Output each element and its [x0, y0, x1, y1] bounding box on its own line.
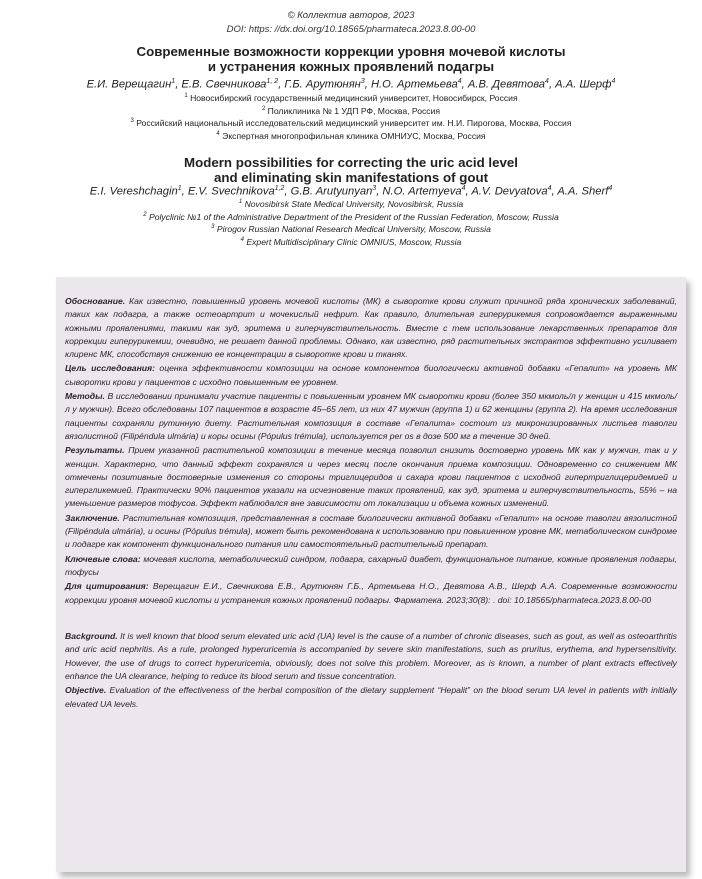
- affiliation-text: Поликлиника № 1 УДП РФ, Москва, Россия: [265, 105, 441, 116]
- abstract-section-label: Заключение.: [65, 512, 120, 523]
- abstract-separator: [65, 608, 677, 630]
- abstract-section-text: Растительная композиция, представленная в составе биологически активной добавки «Гепалит» на основе таволги вязолистной (Filipéndula ulmária), и осины (Pópulus trémula), может быть рекомендована к использованию при повышенном уровне МК, метаболическом синдроме и подагре как компонент функционального питания или самостоятельный растительный препарат.: [65, 512, 677, 550]
- author-name: Н.О. Артемьева: [370, 78, 458, 91]
- abstract-paragraph: [65, 390, 677, 443]
- author-affiliation-marker: 4: [457, 78, 462, 85]
- affiliation-marker: 4: [240, 236, 245, 243]
- abstract-en: [65, 630, 677, 711]
- affiliation-text: Российский национальный исследовательский медицинский университет им. Н.И. Пирогова, Москва, Россия: [133, 118, 572, 128]
- affiliation-marker: 1: [184, 93, 188, 100]
- author-name: E.I. Vereshchagin: [89, 185, 178, 198]
- abstract-ru: [65, 295, 677, 607]
- abstract-paragraph: [65, 684, 677, 711]
- abstract-paragraph: [65, 362, 677, 389]
- author-affiliation-marker: 1, 2: [266, 78, 279, 85]
- author-affiliation-marker: 1,2: [274, 185, 285, 192]
- author-name: G.B. Arutyunyan: [290, 185, 373, 198]
- author-name: Г.Б. Арутюнян: [284, 78, 361, 91]
- author-name: A.A. Sherf: [557, 185, 609, 198]
- abstract-section-text: оценка эффективности композиции на основе компонентов биологически активной добавки «Гепалит» на уровень МК сыворотки крови у пациентов с исходно повышенным ее уровнем.: [65, 363, 677, 387]
- affiliation-line: [20, 199, 682, 209]
- affiliation-marker: 4: [216, 130, 220, 137]
- abstract-paragraph: [65, 444, 677, 510]
- author-name: Е.В. Свечникова: [181, 78, 267, 91]
- author-name: N.O. Artemyeva: [382, 185, 462, 198]
- abstract-paragraph: [65, 580, 677, 607]
- affiliation-line: [20, 106, 682, 116]
- affiliation-marker: 2: [143, 211, 147, 218]
- doi-line: DOI: https: //dx.doi.org/10.18565/pharmateca.2023.8.00-00: [226, 24, 476, 35]
- affiliation-text: Novosibirsk State Medical University, Novosibirsk, Russia: [242, 199, 464, 209]
- abstract-section-text: Как известно, повышенный уровень мочевой кислоты (МК) в сыворотке крови служит причиной ряда хронических заболеваний, таких как подагра, а также остеоартрит и мочекислый нефрит. Как правило, длительная гиперурикемия сопровождается выраженными кожными проявлениями, такими как зуд, эритема и гиперчувствительность. Вместе с тем использование лекарственных препаратов для коррекции гиперурикемии, очевидно, не решает данной проблемы. Однако, как известно, ряд растительных экстрактов эффективно усиливает клиренс МК, способствуя снижению ее концентрации в сыворотке крови и тканях.: [65, 296, 677, 360]
- abstract-paragraph: [65, 512, 677, 552]
- title-ru-line1: Современные возможности коррекции уровня мочевой кислоты: [136, 44, 566, 59]
- abstract-section-text: It is well known that blood serum elevated uric acid (UA) level is the cause of a number of chronic diseases, such as gout, as well as osteoarthritis and uric acid nephritis. As a rule, prolonged hyperuricemia is accompanied by severe skin manifestations, such as pruritus, erythema, and hypersensitivity. However, the use of drugs to correct hyperuricemia, obviously, does not solve this problem. Moreover, as is known, a number of plant extracts effectively enhance the UA clearance, helping to reduce its blood serum and tissue concentration.: [65, 630, 677, 682]
- abstract-section-label: Background.: [65, 630, 118, 641]
- affiliation-line: [20, 237, 682, 247]
- author-name: Е.И. Верещагин: [86, 78, 172, 91]
- abstract-section-label: Objective.: [65, 685, 107, 696]
- abstract-paragraph: [65, 553, 677, 580]
- author-affiliation-marker: 4: [608, 185, 613, 192]
- affiliation-line: [20, 212, 682, 222]
- affiliation-marker: 3: [211, 224, 215, 231]
- abstract-paragraph: [65, 295, 677, 361]
- abstract-section-text: В исследовании принимали участие пациенты с повышенным уровнем МК сыворотки крови (более 350 мкмоль/л у женщин и 415 мкмоль/л у мужчин). Всего обследованы 107 пациентов в возрасте 45–65 лет, из них 47 мужчин (группа 1) и 62 женщины (группа 2). На время исследования пациенты сохраняли рутинную диету. Растительная композиция в составе «Гепалита» состоит из микронизированных листьев таволги вязолистной (Filipéndula ulmária) и коры осины (Pópulus trémula), используется per os в дозе 500 мг в течение 30 дней.: [65, 391, 677, 441]
- author-name: А.В. Девятова: [467, 78, 546, 91]
- affiliation-text: Экспертная многопрофильная клиника ОМНИУС, Москва, Россия: [219, 130, 486, 141]
- abstract-box: [56, 277, 686, 872]
- author-affiliation-marker: 4: [545, 78, 549, 85]
- title-ru-line2: и устранения кожных проявлений подагры: [207, 59, 495, 74]
- affiliation-line: [20, 118, 682, 128]
- affiliation-marker: 3: [130, 118, 134, 125]
- affiliation-marker: 2: [261, 105, 266, 112]
- abstract-section-label: Для цитирования:: [65, 581, 149, 592]
- affiliation-line: [20, 93, 682, 103]
- abstract-section-label: Обоснование.: [65, 296, 126, 306]
- abstract-section-label: Ключевые слова:: [65, 553, 141, 564]
- author-affiliation-marker: 4: [547, 185, 552, 192]
- affiliation-text: Новосибирский государственный медицинский университет, Новосибирск, Россия: [187, 93, 518, 103]
- author-affiliation-marker: 4: [611, 78, 616, 85]
- abstract-section-label: Результаты.: [65, 445, 125, 456]
- author-affiliation-marker: 1: [171, 78, 176, 85]
- abstract-section-text: Прием указанной растительной композиции в течение месяца позволил снизить достоверно уровень МК как у мужчин, так и у женщин. Характерно, что данный эффект сохранялся и через месяц после окончания приема композиции. Одновременно со снижением МК отмечены позитивные достоверные изменения со стороны триглицеридов и сахара крови пациентов с исходной гипертриглицеридемией и гипергликемией. Практически 90% пациентов указали на исчезновение таких проявлений, как зуд, эритема и гиперчувствительность, 55% – на уменьшение размеров тофусов. Эффект наблюдался вне зависимости от локализации и объема кожных изменений.: [65, 445, 677, 509]
- author-affiliation-marker: 3: [372, 185, 377, 192]
- authors-en: E.I. Vereshchagin$^1$, E.V. Svechnikova$^{1,2}$, G.B. Arutyunyan$^3$, N.O. Artemyeva$^4$, A.V. Devyatova$^4$, A.A. Sherf$^4$: [89, 185, 613, 198]
- author-name: E.V. Svechnikova: [187, 185, 275, 198]
- abstract-paragraph: [65, 630, 677, 684]
- abstract-section-label: Методы.: [65, 391, 105, 402]
- abstract-section-label: Цель исследования:: [65, 363, 156, 374]
- abstract-section-text: Верещагин Е.И., Свечникова Е.В., Арутюнян Г.Б., Артемьева Н.О., Девятова А.В., Шерф А.А. Современные возможности коррекции уровня мочевой кислоты и устранения кожных проявлений подагры. Фарматека. 2023;30(8): . doi: 10.18565/pharmateca.2023.8.00-00: [65, 581, 677, 605]
- affiliation-text: Polyclinic №1 of the Administrative Department of the President of the Russian Federation, Moscow, Russia: [146, 211, 559, 222]
- author-affiliation-marker: 4: [461, 185, 466, 192]
- author-name: А.А. Шерф: [555, 78, 612, 91]
- author-affiliation-marker: 1: [177, 185, 182, 192]
- affiliation-text: Expert Multidisciplinary Clinic OMNIUS, Moscow, Russia: [244, 236, 462, 247]
- abstract-content: [65, 295, 677, 712]
- affiliation-line: [20, 224, 682, 234]
- author-name: A.V. Devyatova: [471, 185, 548, 198]
- affiliation-text: Pirogov Russian National Research Medical University, Moscow, Russia: [214, 224, 491, 234]
- title-en-line1: Modern possibilities for correcting the uric acid level: [184, 155, 518, 170]
- abstract-section-text: мочевая кислота, метаболический синдром, подагра, сахарный диабет, функциональное питание, кожные проявления подагры, тофусы: [65, 553, 677, 577]
- abstract-section-text: Evaluation of the effectiveness of the herbal composition of the dietary supplement “Hepalit” on the blood serum UA level in patients with initially elevated UA levels.: [65, 685, 677, 709]
- title-en: [60, 155, 642, 185]
- title-en-line2: and eliminating skin manifestations of gout: [213, 170, 489, 185]
- author-affiliation-marker: 3: [360, 78, 365, 85]
- authors-ru: Е.И. Верещагин$^1$, Е.В. Свечникова$^{1, 2}$, Г.Б. Арутюнян$^3$, Н.О. Артемьева$^4$, А.В. Девятова$^4$, А.А. Шерф$^4$: [86, 78, 616, 91]
- affiliation-line: [20, 131, 682, 141]
- affiliation-marker: 1: [238, 199, 243, 206]
- copyright-line: © Коллектив авторов, 2023: [287, 10, 415, 21]
- title-ru: [60, 44, 642, 74]
